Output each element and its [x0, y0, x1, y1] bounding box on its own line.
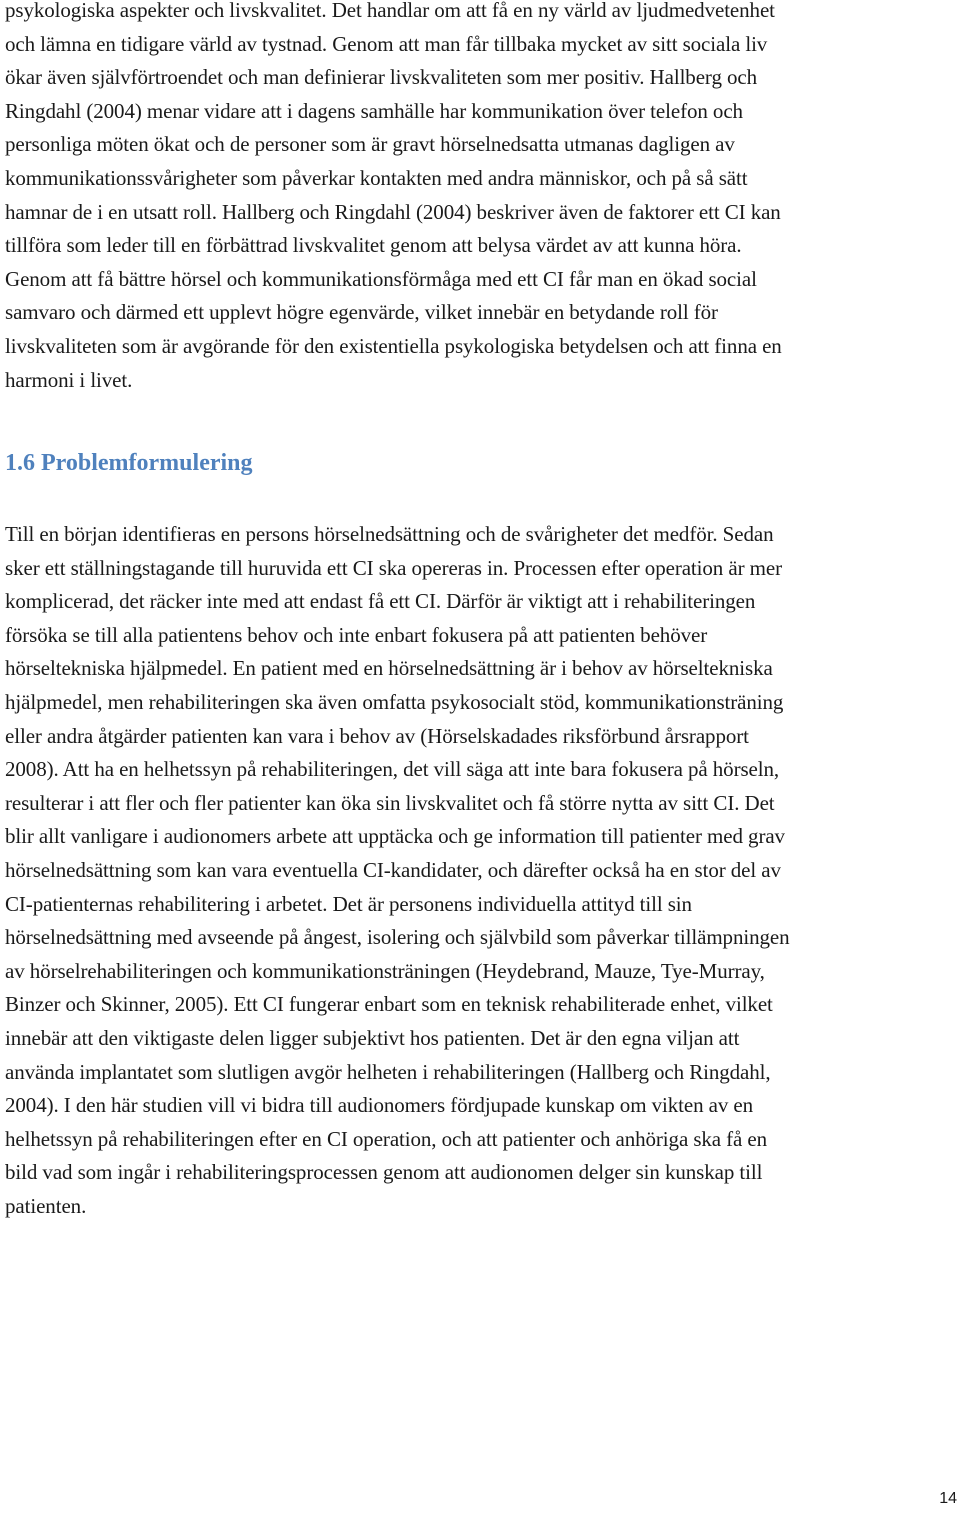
text-line: blir allt vanligare i audionomers arbete att upptäcka och ge information till patienter med grav [5, 824, 785, 849]
text-line: Binzer och Skinner, 2005). Ett CI fungerar enbart som en teknisk rehabiliterade enhet, vilket [5, 992, 773, 1017]
text-line: 2004). I den här studien vill vi bidra till audionomers fördjupade kunskap om vikten av en [5, 1093, 754, 1118]
text-line: hörselnedsättning som kan vara eventuella CI-kandidater, och därefter också ha en stor del av [5, 857, 781, 882]
paragraph-wellbeing [5, 0, 960, 397]
text-line: använda implantatet som slutligen avgör helheten i rehabiliteringen (Hallberg och Ringdahl, [5, 1059, 771, 1084]
text-line: samvaro och därmed ett upplevt högre egenvärde, vilket innebär en betydande roll för [5, 300, 718, 325]
text-line: bild vad som ingår i rehabiliteringsprocessen genom att audionomen delger sin kunskap till [5, 1160, 763, 1185]
text-line: hamnar de i en utsatt roll. Hallberg och Ringdahl (2004) beskriver även de faktorer ett CI kan [5, 199, 781, 224]
page-number: 14 [939, 1490, 957, 1507]
text-line: av hörselrehabiliteringen och kommunikationsträningen (Heydebrand, Mauze, Tye-Murray, [5, 958, 765, 983]
text-line: sker ett ställningstagande till huruvida ett CI ska opereras in. Processen efter operation är mer [5, 555, 782, 580]
text-line: livskvaliteten som är avgörande för den existentiella psykologiska betydelsen och att finna en [5, 333, 782, 358]
text-line: 2008). Att ha en helhetssyn på rehabiliteringen, det vill säga att inte bara fokusera på hörseln, [5, 757, 780, 782]
text-line: psykologiska aspekter och livskvalitet. Det handlar om att få en ny värld av ljudmedvetenhet [5, 0, 775, 22]
text-line: eller andra åtgärder patienten kan vara i behov av (Hörselskadades riksförbund årsrapport [5, 723, 749, 748]
section-heading: 1.6 Problemformulering [5, 450, 253, 476]
text-line: hörselnedsättning med avseende på ångest, isolering och självbild som påverkar tillämpningen [5, 925, 790, 950]
text-line: kommunikationssvårigheter som påverkar kontakten med andra människor, och på så sätt [5, 165, 748, 190]
text-line: CI-patienternas rehabilitering i arbetet. Det är personens individuella attityd till sin [5, 891, 692, 916]
text-line: hjälpmedel, men rehabiliteringen ska även omfatta psykosocialt stöd, kommunikationsträning [5, 689, 784, 714]
text-line: Till en början identifieras en persons hörselnedsättning och de svårigheter det medför. Sedan [5, 522, 774, 546]
text-line: resulterar i att fler och fler patienter kan öka sin livskvalitet och få större nytta av sitt CI. Det [5, 790, 775, 815]
text-line: harmoni i livet. [5, 367, 133, 392]
text-line: hörseltekniska hjälpmedel. En patient med en hörselnedsättning är i behov av hörseltekniska [5, 656, 773, 681]
text-line: komplicerad, det räcker inte med att endast få ett CI. Därför är viktigt att i rehabiliteringen [5, 589, 756, 614]
text-line: Ringdahl (2004) menar vidare att i dagens samhälle har kommunikation över telefon och [5, 98, 743, 123]
text-line: och lämna en tidigare värld av tystnad. Genom att man får tillbaka mycket av sitt sociala liv [5, 31, 768, 56]
paragraph-problem-statement [5, 518, 960, 1223]
text-line: patienten. [5, 1193, 87, 1218]
text-line: försöka se till alla patientens behov och inte enbart fokusera på att patienten behöver [5, 622, 708, 647]
text-line: innebär att den viktigaste delen ligger subjektivt hos patienten. Det är den egna viljan att [5, 1025, 740, 1050]
text-line: helhetssyn på rehabiliteringen efter en CI operation, och att patienter och anhöriga ska få en [5, 1126, 768, 1151]
text-line: personliga möten ökat och de personer som är gravt hörselnedsatta utmanas dagligen av [5, 132, 735, 157]
text-line: Genom att få bättre hörsel och kommunikationsförmåga med ett CI får man en ökad social [5, 266, 757, 291]
text-line: tillföra som leder till en förbättrad livskvalitet genom att belysa värdet av att kunna höra. [5, 233, 742, 258]
text-line: ökar även självförtroendet och man definierar livskvaliteten som mer positiv. Hallberg och [5, 65, 758, 90]
